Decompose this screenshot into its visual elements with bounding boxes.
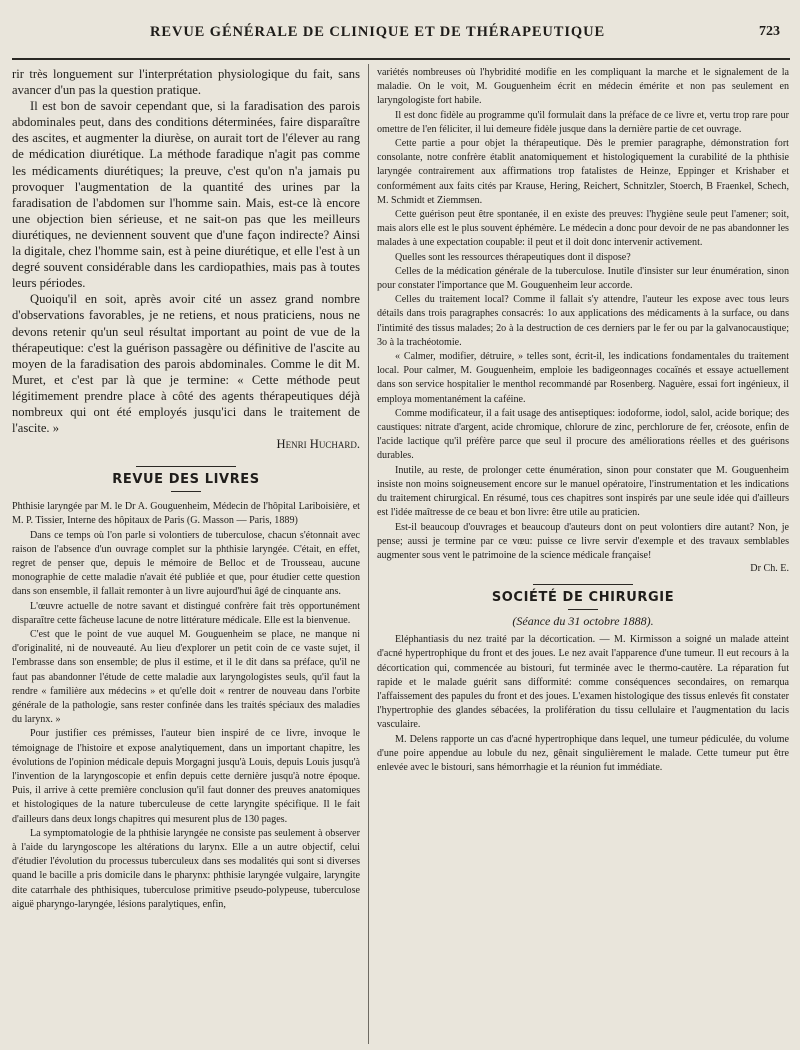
review-paragraph: Dans ce temps où l'on parle si volontiers de tuberculose, chacun s'étonnait avec raison de l'absence d'un ouvrage complet sur la phthisie laryngée. C'était, en effet, regret de penser que, depuis le mémoire de Belloc et de Trousseau, aucune monographie de cette maladie n'avait été publiée et que, pour étudier cette question dans son ensemble, il fallait remonter à un livre aujourd'hui âgé de cinquante ans. [12,529,360,598]
right-column [377,66,789,775]
review-paragraph: Celles du traitement local? Comme il fallait s'y attendre, l'auteur les expose avec tous leurs détails dans trois paragraphes consacrés: 1o aux applications des médicaments à la surface, ou dans l'intimité des tissus malades; 2o à la destruction de ces derniers par le fer ou par la galvanocaustique; 3o à la trachéotomie. [377,294,789,348]
article-author: Henri Huchard. [276,437,360,452]
left-column [12,66,360,912]
section-rule [136,466,236,467]
review-paragraph: C'est que le point de vue auquel M. Gouguenheim se place, ne manque ni d'originalité, ni de nouveauté. Au lieu d'explorer un petit coin de ce vaste sujet, il l'embrasse dans son ensemble; de plus il estime, et il le dit dans sa préface, qu'il ne faut pas abandonner l'étude de cette maladie aux laryngologistes seuls, qu'il faut la rendre « familière aux médecins » et qu'elle doit « rentrer de nouveau dans l'orbite générale de la pathologie, sans rester confinée dans les traités spéciaux des maladies du larynx. » [12,628,360,726]
review-paragraph: Inutile, au reste, de prolonger cette énumération, sinon pour constater que M. Gouguenheim insiste non moins soigneusement encore sur le manuel opératoire, l'instrumentation et les indications du traitement chirurgical. En résumé, tous ces chapitres sont inspirés par une seule idée qui d'ailleurs est l'idée maîtresse de ce beau et bon livre: être utile au praticien. [377,464,789,519]
review-paragraph: Est-il beaucoup d'ouvrages et beaucoup d'auteurs dont on peut volontiers dire autant? Non, je pense; aussi je termine par ce vœu: puisse ce livre servir d'exemple et des travaux semblables augmenter sous vent le patrimoine de la science médicale française! [377,521,789,561]
section-rule [568,609,598,610]
section-rule [171,491,201,492]
continuation-paragraph: rir très longuement sur l'interprétation physiologique du fait, sans avancer d'un pas la question pratique. [12,67,360,98]
article-signature-line [12,436,360,452]
header-rule [12,58,790,60]
review-paragraph: Il est donc fidèle au programme qu'il formulait dans la préface de ce livre et, vertu trop rare pour omettre de l'en féliciter, il lui demeure fidèle jusque dans la dernière partie de cet ouvrage. [377,109,789,135]
review-paragraph: Comme modificateur, il a fait usage des antiseptiques: iodoforme, iodol, salol, acide borique; des caustiques: nitrate d'argent, acide chromique, chlorure de zinc, perchlorure de fer, créosote, enfin de l'acide lactique qu'il préfère parce que seul il procure des améliorations réelles et des guérisons durables. [377,407,789,462]
chirurgie-paragraph: M. Delens rapporte un cas d'acné hypertrophique dans lequel, une tumeur pédiculée, du volume d'une poire appendue au lobule du nez, gênait singulièrement le malade. Cette tumeur put être enlevée avec le bistouri, sans hémorrhagie et la réunion fut immédiate. [377,733,789,773]
session-date: (Séance du 31 octobre 1888). [512,614,654,629]
review-paragraph: La symptomatologie de la phthisie laryngée ne consiste pas seulement à observer à l'aide du laryngoscope les altérations du larynx. Elle a un autre objectif, celui d'étudier l'évolution du processus tuberculeux dans ses modalités qui sont si diverses quand le bacille a pris domicile dans le pharynx: phthisie laryngée vulgaire, laryngite dite catarrhale des phthisiques, tuberculose primitive pseudo-polypeuse, tuberculose aiguë pharyngo-laryngée, lésions paralytiques, enfin, [12,827,360,910]
section-rule [533,584,633,585]
book-entry: Phthisie laryngée par M. le Dr A. Gouguenheim, Médecin de l'hôpital Lariboisière, et M. P. Tissier, Interne des hôpitaux de Paris (G. Masson — Paris, 1889) [12,501,360,527]
review-paragraph: Celles de la médication générale de la tuberculose. Inutile d'insister sur leur énumération, sinon pour constater l'importance que M. Gouguenheim leur accorde. [377,265,789,292]
continuation-paragraph: Quoiqu'il en soit, après avoir cité un assez grand nombre d'observations favorables, je ne retiens, et nous praticiens, nous ne devons retenir qu'un seul résultat important au point de vue de la thérapeutique: c'est la guérison passagère ou définitive de l'ascite au moyen de la faradisation des parois abdominales. Comme le dit M. Muret, et c'est par là que je termine: « Cette méthode peut légitimement prendre place à côté des agents thérapeutiques déjà nombreux qui ont été employés jusqu'ici dans le traitement de l'ascite. » [12,292,360,436]
section-title-societe-de-chirurgie: SOCIÉTÉ DE CHIRURGIE [491,590,675,606]
review-paragraph: Quelles sont les ressources thérapeutiques dont il dispose? [395,251,631,263]
running-header [0,20,800,46]
review-paragraph: Cette guérison peut être spontanée, il en existe des preuves: l'hygiène seule peut l'amener; soit, mais alors elle est le plus souvent éphémère. Le médecin a donc pour devoir de ne pas abandonner les malades à une expectation coupable: il peut et il doit donc intervenir activement. [377,209,789,249]
continuation-paragraph: Il est bon de savoir cependant que, si la faradisation des parois abdominales peut, dans des conditions déterminées, faire disparaître des ascites, et augmenter la diurèse, on aurait tort de l'élever au rang de médication diurétique. La méthode faradique n'agit pas comme les médicaments diurétiques; la preuve, c'est qu'on n'a jamais pu provoquer l'augmentation de la quantité des urines par la faradisation de l'abdomen sur l'homme sain. Mais, est-ce là encore une objection bien sérieuse, et ne sait-on pas que les meilleurs diurétiques, ne deviennent souvent que d'une façon indirecte? Ainsi la digitale, chez l'homme sain, est à peine diurétique, et elle l'est à un degré souvent considérable dans les cardiopathies, mais pas à toutes leurs périodes. [12,99,360,291]
review-paragraph: Cette partie a pour objet la thérapeutique. Dès le premier paragraphe, démonstration fort consolante, notre confrère établit anatomiquement et histologiquement la curabilité de la phthisie laryngée contrairement aux affirmations trop fatalistes de Heinze, Eppinger et Krishaber et conformément aux faits cités par Krause, Hering, Reichert, Schnitzler, Stoerch, B Fraenkel, Schech, M. Schmidt et Ziemmsen. [377,138,789,206]
journal-title: REVUE GÉNÉRALE DE CLINIQUE ET DE THÉRAPEUTIQUE [150,24,606,40]
review-paragraph: « Calmer, modifier, détruire, » telles sont, écrit-il, les indications fondamentales du traitement local. Pour calmer, M. Gouguenheim, emploie les badigeonnages cocaïnés et essaye actuellement dans son service hospitalier le menthol recommandé par Rosenberg. Naguère, essai fort ingénieux, il employa momentanément la caféine. [377,351,789,405]
section-title-revue-des-livres: REVUE DES LIVRES [112,472,260,488]
review-signature: Dr Ch. E. [750,563,789,575]
review-paragraph: Pour justifier ces prémisses, l'auteur bien inspiré de ce livre, invoque le témoignage de l'histoire et expose analytiquement, dans un important chapitre, les évolutions de l'opinion médicale depuis Morgagni jusqu'à Louis, depuis Louis jusqu'à l'invention de la laryngoscopie et enfin depuis cette dernière jusqu'à notre époque. Puis, il arrive à cette première conclusion qu'il faut donner des preuves anatomiques et histologiques de la nature tuberculeuse de cette laryngite spécifique. Il le fait d'ailleurs dans deux longs chapitres qui mesurent plus de 130 pages. [12,728,360,825]
review-paragraph: variétés nombreuses où l'hybridité modifie en les compliquant la marche et le signalement de la maladie. On le voit, M. Gouguenheim écrit en médecin émérite et non pas seulement en laryngologiste fort habile. [377,67,789,107]
page-number: 723 [759,24,780,39]
chirurgie-paragraph: Eléphantiasis du nez traité par la décortication. — M. Kirmisson a soigné un malade atteint d'acné hypertrophique du front et des joues. Le nez avait l'apparence d'une tumeur. Il eut recours à la décortication qui, commencée au bistouri, fut terminée avec le thermo-cautère. La réparation fut rapide et le malade guérit sans difformité: comme conséquences secondaires, on remarqua l'affaissement des papules du front et des joues. L'examen histologique des tissus enlevés fit constater l'hypertrophie des glandes sébacées, la prolifération du tissu cellulaire et l'augmentation du lacis vasculaire. [377,634,789,731]
review-paragraph: L'œuvre actuelle de notre savant et distingué confrère fait très opportunément disparaître cette fâcheuse lacune de notre littérature médicale. Elle est la bienvenue. [12,600,360,626]
column-divider [368,64,369,1044]
